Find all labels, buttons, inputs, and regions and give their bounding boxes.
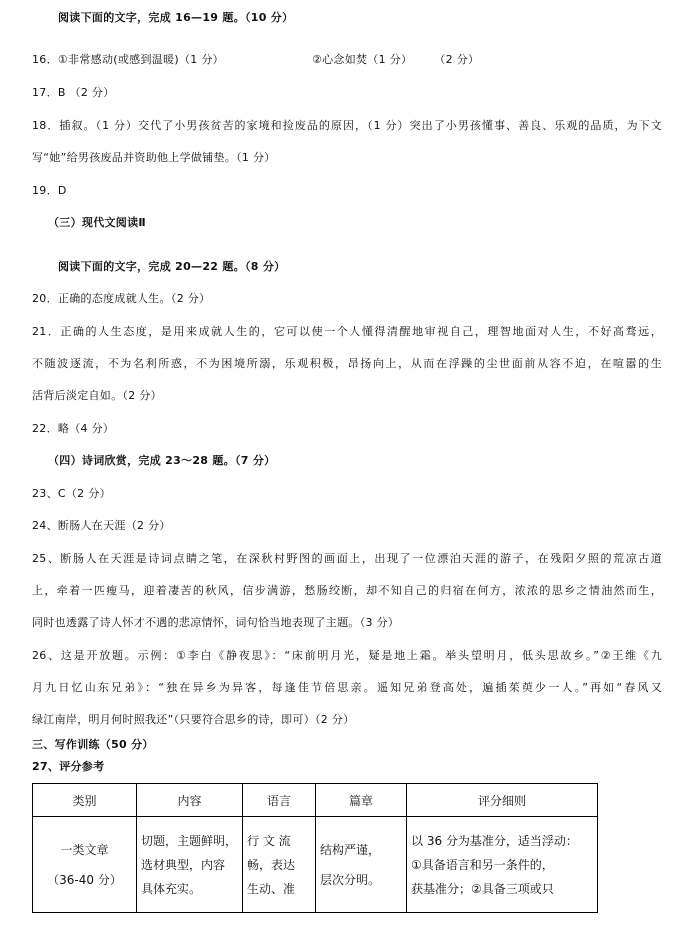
answer-26-line2: 月九日忆山东兄弟》：“独在异乡为异客，每逢佳节倍思亲。遥知兄弟登高处，遍插茱萸少一人。”再如“春风又	[32, 681, 662, 694]
answer-19: 19．D	[32, 184, 67, 197]
answer-20: 20．正确的态度成就人生。（2 分）	[32, 292, 211, 305]
language-line: 生动、准	[247, 881, 296, 896]
table-header-language: 语言	[243, 784, 316, 817]
rules-line: 以 36 分为基准分，适当浮动：	[411, 833, 578, 848]
table-header-content: 内容	[137, 784, 243, 817]
table-cell-content	[137, 817, 243, 913]
answer-26-line3: 绿江南岸，明月何时照我还”（只要符合思乡的诗，即可）（2 分）	[32, 713, 355, 726]
language-line: 畅，表达	[247, 857, 296, 872]
table-header-rules: 评分细则	[407, 784, 598, 817]
answer-25-line2: 上，牵着一匹瘦马，迎着凄苦的秋风，信步满游，愁肠绞断，却不知自己的归宿在何方，浓浓的思乡之情油然而生，	[32, 584, 662, 597]
content-line: 选材典型，内容	[141, 857, 226, 872]
answer-25-line3: 同时也透露了诗人怀才不遇的悲凉情怀，词句恰当地表现了主题。（3 分）	[32, 616, 400, 629]
table-cell-structure	[316, 817, 407, 913]
answer-23: 23、C（2 分）	[32, 487, 111, 500]
content-line: 具体充实。	[141, 881, 202, 896]
section-heading-20-22: 阅读下面的文字，完成 20—22 题。（8 分）	[58, 260, 286, 273]
answer-21-line2: 不随波逐流，不为名利所惑，不为困境所溺，乐观积极，昂扬向上，从而在浮躁的尘世面前从容不迫，在喧嚣的生	[32, 357, 662, 370]
section-heading-writing: 三、写作训练（50 分）	[32, 738, 154, 751]
rules-line: ①具备语言和另一条件的，	[411, 857, 554, 872]
scoring-reference-heading: 27、评分参考	[32, 760, 105, 773]
table-cell-category	[33, 817, 137, 913]
answer-16	[32, 51, 479, 67]
table-header-row	[33, 784, 598, 817]
answer-24: 24、断肠人在天涯（2 分）	[32, 519, 171, 532]
section-heading-modern-reading-2: （三）现代文阅读Ⅱ	[48, 216, 146, 229]
category-name: 一类文章	[60, 842, 109, 857]
category-score-range: （36-40 分）	[47, 872, 122, 887]
table-row	[33, 817, 598, 913]
answer-18-line1: 18．插叙。（1 分）交代了小男孩贫苦的家境和捡废品的原因，（1 分）突出了小男孩懂事、善良、乐观的品质，为下文	[32, 119, 662, 132]
table-header-structure: 篇章	[316, 784, 407, 817]
scoring-table	[32, 783, 598, 913]
language-line: 行 文 流	[247, 833, 291, 848]
table-cell-rules	[407, 817, 598, 913]
answer-21-line3: 活背后淡定自如。（2 分）	[32, 389, 162, 402]
answer-16-part2: ②心念如焚（1 分）	[311, 53, 413, 66]
rules-line: 获基准分；②具备三项或只	[411, 881, 554, 896]
answer-21-line1: 21．正确的人生态度，是用来成就人生的，它可以使一个人懂得清醒地审视自己，理智地面对人生，不好高骛远，	[32, 325, 662, 338]
answer-22: 22．略（4 分）	[32, 422, 115, 435]
section-heading-16-19: 阅读下面的文字，完成 16—19 题。（10 分）	[58, 11, 294, 24]
answer-16-score: （2 分）	[434, 53, 480, 66]
answer-26-line1: 26、这是开放题。示例：①李白《静夜思》：“床前明月光，疑是地上霜。举头望明月，低头思故乡。”②王维《九	[32, 649, 662, 662]
table-header-category: 类别	[33, 784, 137, 817]
table-cell-language	[243, 817, 316, 913]
answer-25-line1: 25、断肠人在天涯是诗词点睛之笔，在深秋村野图的画面上，出现了一位漂泊天涯的游子，在残阳夕照的荒凉古道	[32, 552, 662, 565]
answer-17: 17．B （2 分）	[32, 86, 115, 99]
answer-18-line2: 写“她”给男孩废品并资助他上学做铺垫。（1 分）	[32, 151, 276, 164]
answer-16-part1: 16．①非常感动(或感到温暖)（1 分）	[32, 53, 224, 66]
section-heading-poetry: （四）诗词欣赏，完成 23～28 题。（7 分）	[48, 454, 276, 467]
content-line: 切题，主题鲜明，	[141, 833, 238, 848]
structure-line: 层次分明。	[320, 872, 381, 887]
structure-line: 结构严谨，	[320, 842, 381, 857]
